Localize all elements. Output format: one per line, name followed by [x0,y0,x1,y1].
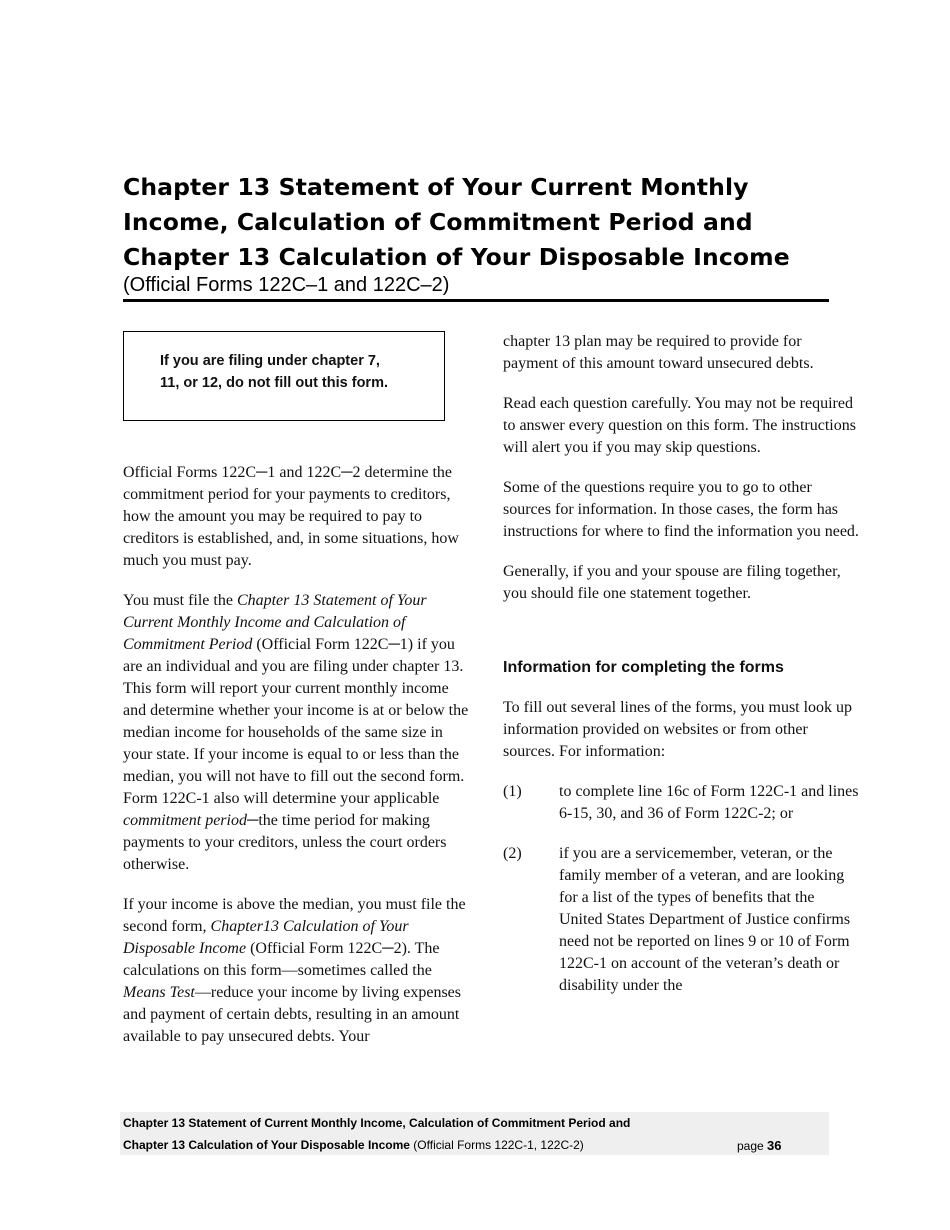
item-number: (1) [503,783,522,800]
footer-line-1: Chapter 13 Statement of Current Monthly Income, Calculation of Commitment Period and [123,1116,631,1130]
left-paragraph-1: Official Forms 122C─1 and 122C─2 determine the commitment period for your payments to creditors, how the amount you may be required to pay to creditors is established, and, in some situations, how much you must pay. [123,464,459,569]
footer-line-2 [123,1138,584,1152]
item-text: if you are a servicemember, veteran, or the family member of a veteran, and are looking for a list of the types of benefits that the United States Department of Justice confirms need not be reported on lines 9 or 10 of Form 122C-1 on account of the veteran’s death or disability under the [559,845,851,994]
italic-run: Chapter13 Calculation of Your Disposable Income [123,918,409,957]
page-title [123,170,843,275]
notice-text [160,350,430,394]
italic-run: Chapter 13 Statement of Your Current Monthly Income and Calculation of Commitment Period [123,592,427,653]
text-run: —reduce your income by living expenses and payment of certain debts, resulting in an amount available to pay unsecured debts. Your [123,984,462,1045]
page-number [737,1138,782,1153]
right-paragraph-2: Read each question carefully. You may not be required to answer every question on this form. The instructions will alert you if you may skip questions. [503,395,856,456]
left-paragraph-3 [123,894,475,1048]
section-heading: Information for completing the forms [503,659,784,676]
notice-box [123,331,445,421]
right-column [503,331,859,1015]
notice-line-1: If you are filing under chapter 7, [160,353,380,369]
italic-run: Means Test [123,984,195,1001]
footer-bold-title: Chapter 13 Calculation of Your Disposable Income [123,1138,410,1152]
page-subtitle: (Official Forms 122C–1 and 122C–2) [123,274,450,296]
item-text: to complete line 16c of Form 122C-1 and lines 6-15, 30, and 36 of Form 122C-2; or [559,783,859,822]
item-number: (2) [503,845,522,862]
text-run: (Official Form 122C─1) if you are an individual and you are filing under chapter 13. This form will report your current monthly income and determine whether your income is at or below the median income for households of the same size in your state. If your income is equal to or less than the median, you will not have to fill out the second form. Form 122C-1 also will determine your applicable [123,636,469,807]
title-line-3: Chapter 13 Calculation of Your Disposable Income [123,243,790,271]
page-footer [120,1112,829,1155]
page-label: page [737,1139,768,1153]
left-paragraph-2 [123,590,475,876]
right-paragraph-4: Generally, if you and your spouse are filing together, you should file one statement together. [503,563,841,602]
text-run: ─the time period for making payments to your creditors, unless the court orders otherwise. [123,812,447,873]
text-run: You must file the [123,592,237,609]
numbered-item [503,781,859,825]
page-number-value: 36 [767,1138,782,1153]
right-paragraph-1: chapter 13 plan may be required to provide for payment of this amount toward unsecured debts. [503,333,814,372]
footer-form-ref: (Official Forms 122C-1, 122C-2) [409,1138,584,1152]
title-divider [123,299,829,302]
title-line-2: Income, Calculation of Commitment Period and [123,208,753,236]
text-run: If your income is above the median, you must file the second form, [123,896,466,935]
title-line-1: Chapter 13 Statement of Your Current Monthly [123,173,749,201]
right-paragraph-3: Some of the questions require you to go to other sources for information. In those cases, the form has instructions for where to find the information you need. [503,479,859,540]
italic-run: commitment period [123,812,247,829]
left-column [123,462,475,1066]
right-paragraph-5: To fill out several lines of the forms, you must look up information provided on websites or from other sources. For information: [503,699,853,760]
text-run: (Official Form 122C─2). The calculations on this form—sometimes called the [123,940,440,979]
notice-line-2: 11, or 12, do not fill out this form. [160,375,388,391]
numbered-item [503,843,859,997]
